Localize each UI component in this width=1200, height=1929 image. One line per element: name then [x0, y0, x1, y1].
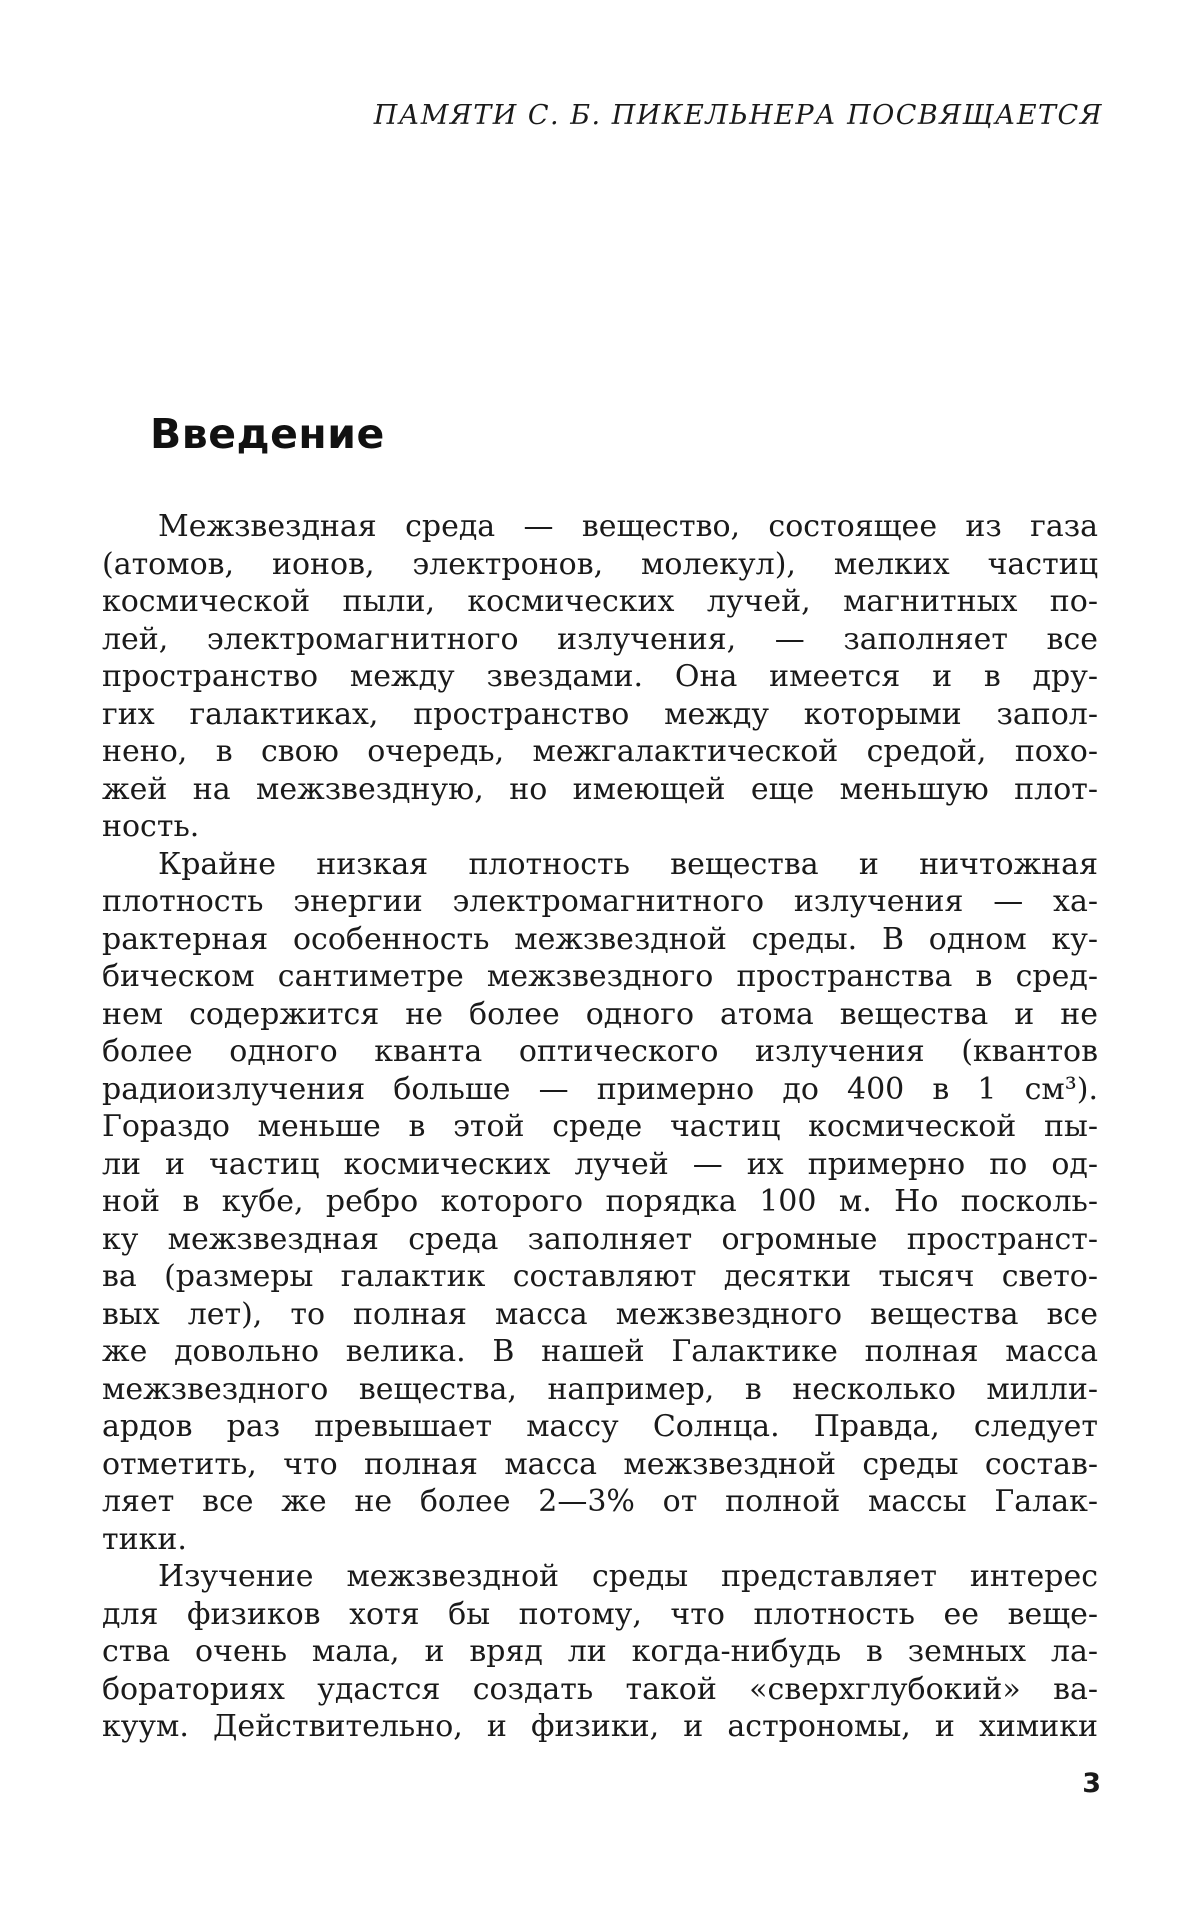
text-line: Гораздо меньше в этой среде частиц космической пы-	[102, 1109, 1098, 1144]
text-line: ной в кубе, ребро которого порядка 100 м. Но посколь-	[102, 1184, 1098, 1219]
text-line: лей, электромагнитного излучения, — заполняет все	[102, 621, 1098, 657]
text-line: межзвездного вещества, например, в несколько милли-	[102, 1371, 1098, 1407]
paragraph	[102, 508, 1098, 846]
text-line: Межзвездная среда — вещество, состоящее из газа	[158, 509, 1098, 544]
dedication-epigraph: ПАМЯТИ С. Б. ПИКЕЛЬНЕРА ПОСВЯЩАЕТСЯ	[373, 100, 1103, 131]
paragraph	[102, 1558, 1098, 1746]
text-line: более одного кванта оптического излучения (квантов	[102, 1034, 1098, 1069]
text-line: же довольно велика. В нашей Галактике полная масса	[102, 1334, 1098, 1369]
text-line: (атомов, ионов, электронов, молекул), мелких частиц	[102, 546, 1098, 582]
text-line: тики.	[102, 1521, 187, 1557]
text-line: ли и частиц космических лучей — их примерно по од-	[102, 1146, 1098, 1182]
text-line: нем содержится не более одного атома вещества и не	[102, 996, 1098, 1032]
text-line: ку межзвездная среда заполняет огромные пространст-	[102, 1221, 1098, 1257]
text-line: Изучение межзвездной среды представляет интерес	[158, 1559, 1098, 1594]
chapter-title: Введение	[150, 410, 385, 458]
page-number: 3	[1082, 1768, 1101, 1799]
text-line: отметить, что полная масса межзвездной среды состав-	[102, 1446, 1098, 1482]
text-line: вых лет), то полная масса межзвездного вещества все	[102, 1296, 1098, 1332]
text-line: бическом сантиметре межзвездного пространства в сред-	[102, 959, 1098, 994]
chapter-body-text	[102, 508, 1098, 1746]
text-line: жей на межзвездную, но имеющей еще меньшую плот-	[102, 771, 1098, 807]
text-line: для физиков хотя бы потому, что плотность ее веще-	[102, 1596, 1098, 1632]
text-line: рактерная особенность межзвездной среды. В одном ку-	[102, 921, 1098, 957]
text-line: ляет все же не более 2—3% от полной массы Галак-	[102, 1484, 1098, 1519]
text-line: куум. Действительно, и физики, и астрономы, и химики	[102, 1709, 1098, 1744]
text-line: гих галактиках, пространство между которыми запол-	[102, 696, 1098, 732]
text-line: радиоизлучения больше — примерно до 400 в 1 см³).	[102, 1071, 1098, 1107]
text-line: ства очень мала, и вряд ли когда-нибудь в земных ла-	[102, 1634, 1098, 1669]
text-line: ардов раз превышает массу Солнца. Правда, следует	[102, 1409, 1098, 1444]
paragraph	[102, 846, 1098, 1559]
text-line: космической пыли, космических лучей, магнитных по-	[102, 584, 1098, 619]
text-line: плотность энергии электромагнитного излучения — ха-	[102, 884, 1098, 919]
text-line: ва (размеры галактик составляют десятки тысяч свето-	[102, 1259, 1098, 1294]
text-line: Крайне низкая плотность вещества и ничтожная	[158, 846, 1098, 882]
text-line: нено, в свою очередь, межгалактической средой, похо-	[102, 734, 1098, 769]
text-line: пространство между звездами. Она имеется и в дру-	[102, 659, 1098, 694]
text-line: ность.	[102, 809, 200, 844]
text-line: бораториях удастся создать такой «сверхглубокий» ва-	[102, 1671, 1098, 1707]
